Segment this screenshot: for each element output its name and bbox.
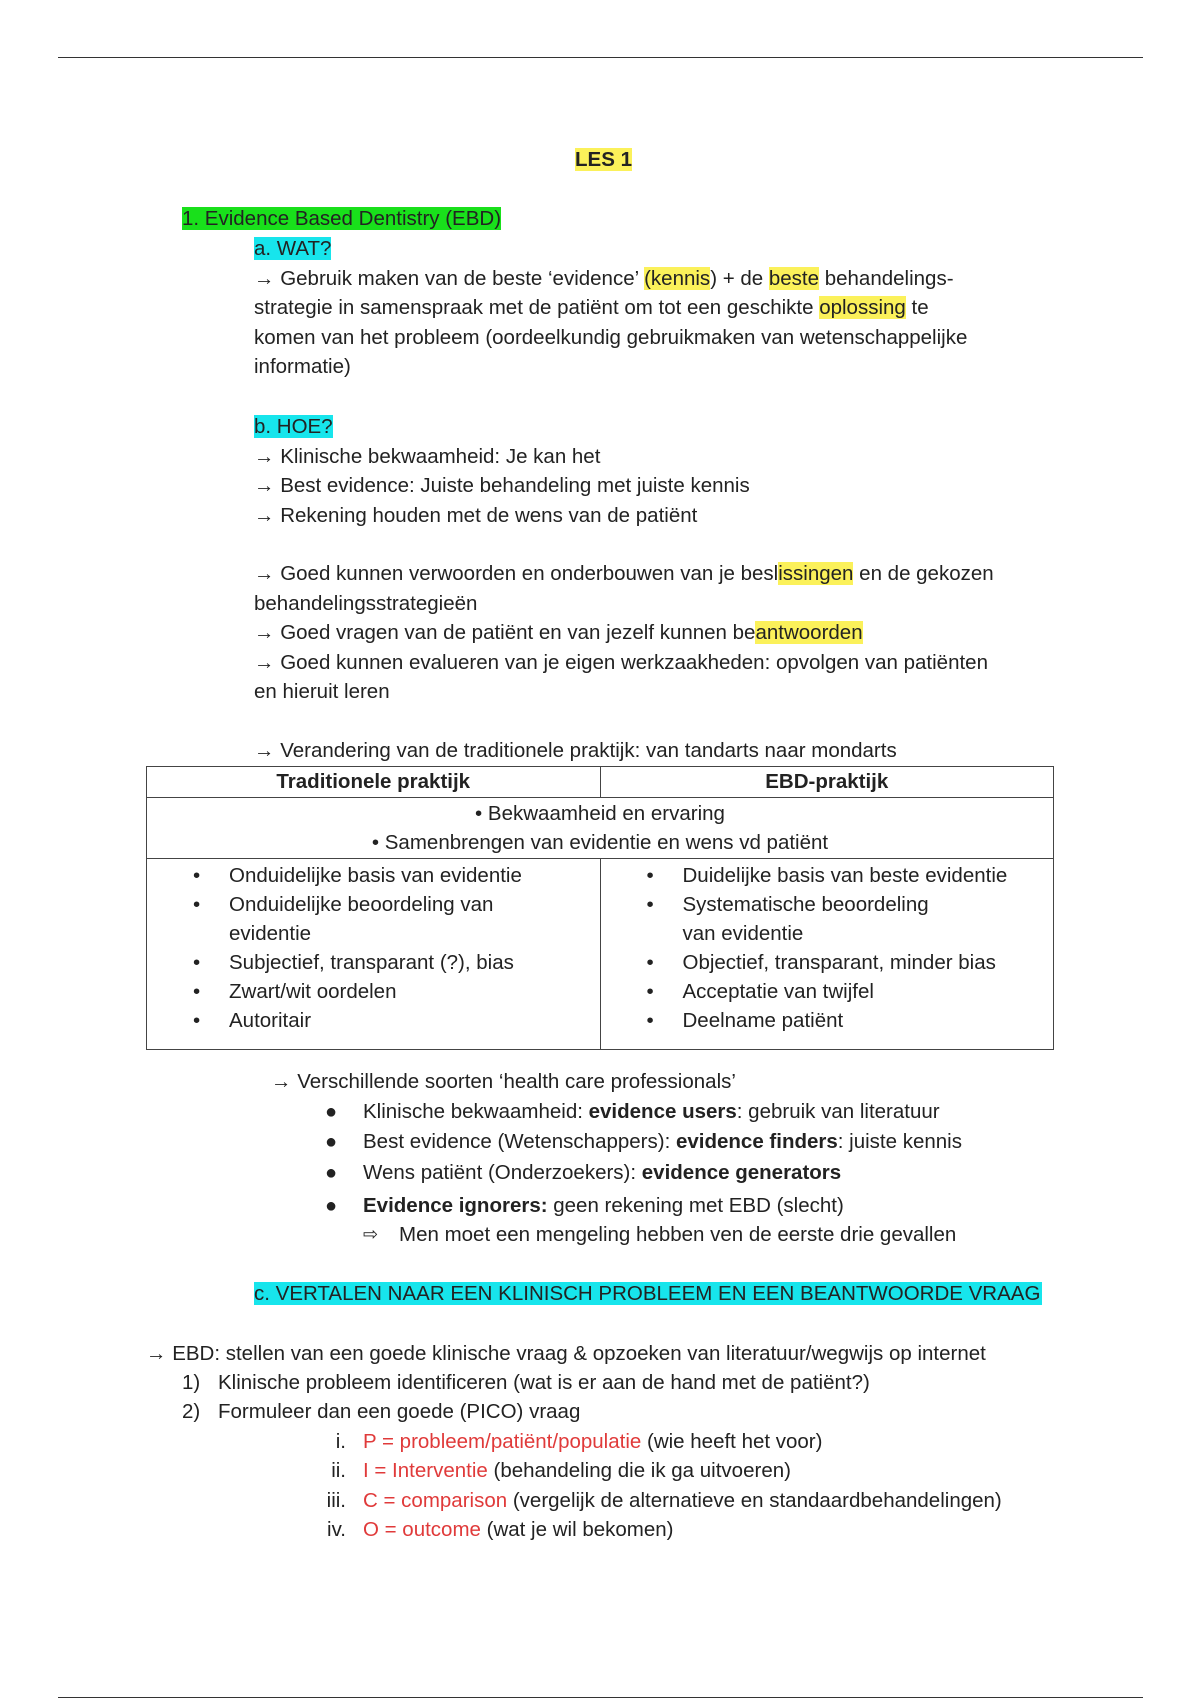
top-rule xyxy=(58,57,1143,58)
list-item: • Duidelijke basis van beste evidentie xyxy=(601,861,1054,890)
sub-a-heading: a. WAT? xyxy=(254,237,332,260)
professional-item: Wens patiënt (Onderzoekers): evidence generators xyxy=(363,1161,842,1184)
bullet-icon: ● xyxy=(325,1101,338,1123)
pico-item: I = Interventie (behandeling die ik ga uitvoeren) xyxy=(363,1459,791,1482)
shared-item: • Samenbrengen van evidentie en wens vd patiënt xyxy=(371,831,829,854)
bullet-icon: ● xyxy=(325,1131,338,1153)
bullet-icon: ● xyxy=(325,1162,338,1184)
sub-c-heading: c. VERTALEN NAAR EEN KLINISCH PROBLEEM EN EEN BEANTWOORDE VRAAG xyxy=(254,1282,1041,1305)
pico-number: iv. xyxy=(327,1518,346,1541)
list-item: • Deelname patiënt xyxy=(601,1006,1054,1035)
list-item: • Onduidelijke beoordeling van evidentie xyxy=(147,890,600,948)
hoe-line-1: → Klinische bekwaamheid: Je kan het xyxy=(254,445,601,468)
table-list-row xyxy=(147,859,1054,1050)
wat-line-4: informatie) xyxy=(254,355,351,378)
list-item: • Onduidelijke basis van evidentie xyxy=(147,861,600,890)
shared-cell xyxy=(147,798,1054,859)
list-item: • Acceptatie van twijfel xyxy=(601,977,1054,1006)
step-text: Formuleer dan een goede (PICO) vraag xyxy=(218,1400,581,1423)
comparison-table xyxy=(146,766,1054,1050)
wat-line-1: → Gebruik maken van de beste ‘evidence’ (kennis) + de beste behandelings- xyxy=(254,267,954,290)
professional-item: Best evidence (Wetenschappers): evidence finders: juiste kennis xyxy=(363,1130,962,1153)
pico-number: iii. xyxy=(326,1489,346,1512)
hoe-p2-line-3: → Goed vragen van de patiënt en van jezelf kunnen beantwoorden xyxy=(254,621,863,644)
wat-line-2: strategie in samenspraak met de patiënt om tot een geschikte oplossing te xyxy=(254,296,929,319)
professional-item: Klinische bekwaamheid: evidence users: gebruik van literatuur xyxy=(363,1100,940,1123)
traditional-list-cell xyxy=(147,859,601,1050)
pico-item: O = outcome (wat je wil bekomen) xyxy=(363,1518,674,1541)
professional-item: Evidence ignorers: geen rekening met EBD (slecht) xyxy=(363,1194,844,1217)
hoe-line-3: → Rekening houden met de wens van de patiënt xyxy=(254,504,698,527)
hoe-line-2: → Best evidence: Juiste behandeling met juiste kennis xyxy=(254,474,750,497)
change-line: → Verandering van de traditionele praktijk: van tandarts naar mondarts xyxy=(254,739,897,762)
step-number: 2) xyxy=(182,1400,201,1423)
pico-number: ii. xyxy=(331,1459,346,1482)
list-item: • Autoritair xyxy=(147,1006,600,1035)
ebd-list-cell xyxy=(600,859,1054,1050)
step-text: Klinische probleem identificeren (wat is er aan de hand met de patiënt?) xyxy=(218,1371,870,1394)
step-number: 1) xyxy=(182,1371,201,1394)
table-shared-row xyxy=(147,798,1054,859)
list-item: • Zwart/wit oordelen xyxy=(147,977,600,1006)
hoe-p2-line-4: → Goed kunnen evalueren van je eigen werkzaakheden: opvolgen van patiënten xyxy=(254,651,988,674)
sub-b-heading: b. HOE? xyxy=(254,415,333,438)
hoe-p2-line-1: → Goed kunnen verwoorden en onderbouwen van je beslissingen en de gekozen xyxy=(254,562,994,585)
col-traditional-header: Traditionele praktijk xyxy=(147,767,601,798)
hoe-p2-line-2: behandelingsstrategieën xyxy=(254,592,478,615)
bullet-icon: ● xyxy=(325,1195,338,1217)
section-1-heading: 1. Evidence Based Dentistry (EBD) xyxy=(182,207,502,230)
wat-line-3: komen van het probleem (oordeelkundig gebruikmaken van wetenschappelijke xyxy=(254,326,968,349)
hoe-p2-line-5: en hieruit leren xyxy=(254,680,390,703)
page-title: LES 1 xyxy=(575,148,632,171)
shared-item: • Bekwaamheid en ervaring xyxy=(475,802,725,825)
pico-number: i. xyxy=(335,1430,346,1453)
list-item: • Systematische beoordeling van evidentie xyxy=(601,890,1054,948)
table-header-row xyxy=(147,767,1054,798)
professionals-intro: → Verschillende soorten ‘health care professionals’ xyxy=(271,1070,736,1093)
ebd-intro: → EBD: stellen van een goede klinische vraag & opzoeken van literatuur/wegwijs op internet xyxy=(146,1342,986,1365)
arrow-icon: ⇨ xyxy=(363,1224,379,1244)
professional-sub-note: Men moet een mengeling hebben ven de eerste drie gevallen xyxy=(399,1223,957,1246)
list-item: • Subjectief, transparant (?), bias xyxy=(147,948,600,977)
pico-item: C = comparison (vergelijk de alternatieve en standaardbehandelingen) xyxy=(363,1489,1002,1512)
col-ebd-header: EBD-praktijk xyxy=(600,767,1054,798)
bottom-rule xyxy=(58,1697,1143,1698)
list-item: • Objectief, transparant, minder bias xyxy=(601,948,1054,977)
pico-item: P = probleem/patiënt/populatie (wie heeft het voor) xyxy=(363,1430,823,1453)
